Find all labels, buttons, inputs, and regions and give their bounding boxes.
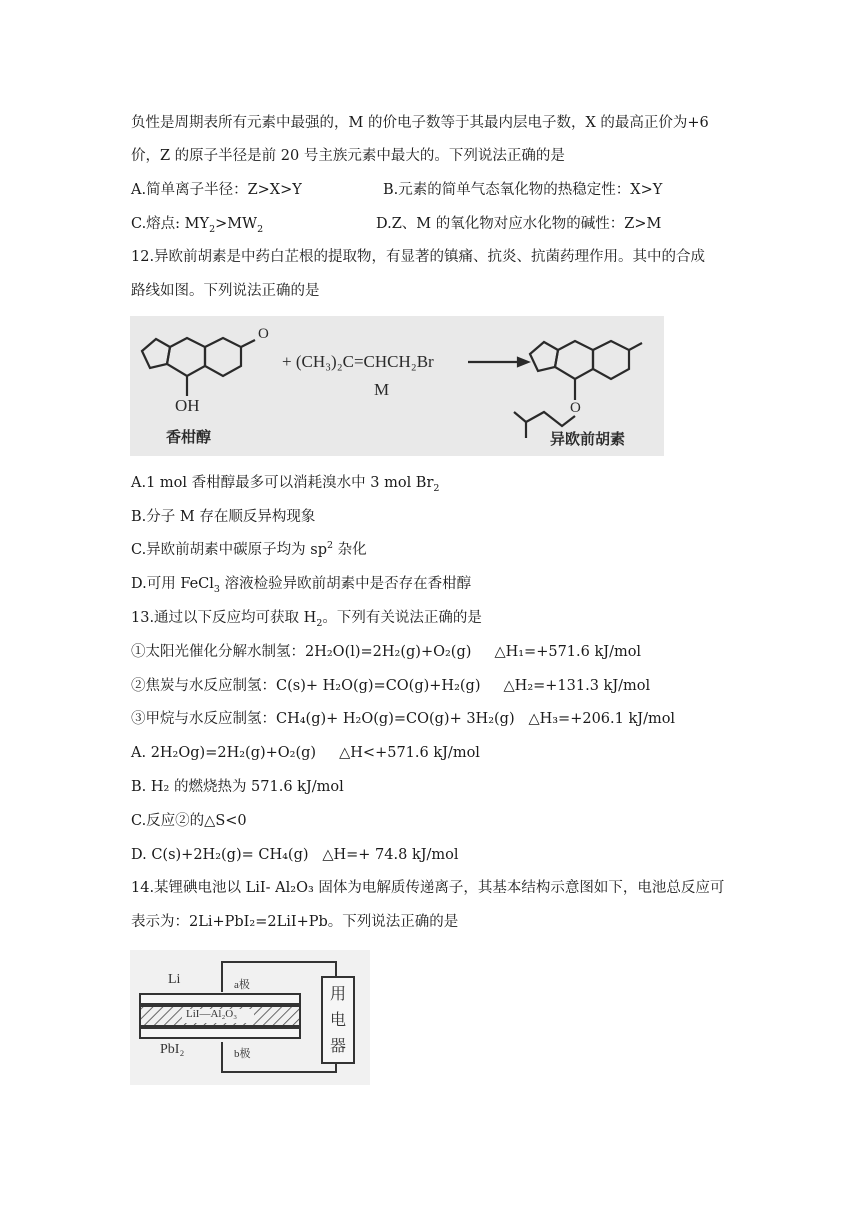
b-pole-label: b极 <box>234 1048 251 1060</box>
product-ether-oxygen: O <box>570 400 581 416</box>
q11-stem-line1: 负性是周期表所有元素中最强的，M 的价电子数等于其最内层电子数，X 的最高正价为+6 <box>131 115 709 131</box>
a-pole-label: a极 <box>234 979 250 991</box>
reactant-oh-label: OH <box>175 396 200 415</box>
q12-option-a: A.1 mol 香柑醇最多可以消耗溴水中 3 mol $Br_2$ <box>131 475 440 494</box>
product-pyrone-ring <box>593 341 629 379</box>
reactant-carbonyl-bond <box>241 340 255 347</box>
q14-stem-line2: 表示为：2Li+PbI₂=2LiI+Pb。下列说法正确的是 <box>131 914 459 930</box>
q13-option-a: A. 2H₂Og)=2H₂(g)+O₂(g) △H<+571.6 kJ/mol <box>131 745 480 761</box>
q11-option-a: A.简单离子半径：Z>X>Y <box>131 182 302 198</box>
product-name: 异欧前胡素 <box>550 430 626 448</box>
product-carbonyl-bond <box>629 343 642 350</box>
q11-stem-line2: 价，Z 的原子半径是前 20 号主族元素中最大的。下列说法正确的是 <box>131 148 565 164</box>
q12-option-d: D.可用 FeCl$_3$ 溶液检验异欧前胡素中是否存在香柑醇 <box>131 576 472 595</box>
q13-reaction-3: ③甲烷与水反应制氢：CH₄(g)+ H₂O(g)=CO(g)+ 3H₂(g) △H₃=+206.1 kJ/mol <box>131 711 676 727</box>
product-prenyl-chain <box>514 412 575 426</box>
li-plate <box>140 994 300 1004</box>
electrical-device-box <box>321 976 355 1064</box>
pbi2-label: PbI₂ <box>160 1042 185 1057</box>
li-label: Li <box>168 972 181 987</box>
q14-stem-line1: 14.某锂碘电池以 LiI- Al₂O₃ 固体为电解质传递离子，其基本结构示意图如下，电池总反应可 <box>131 880 725 896</box>
q11-option-c: C.熔点: $MY_2>MW_2$ <box>131 216 264 235</box>
reactant-ring-oxygen: O <box>258 326 269 342</box>
product-furan-ring <box>530 342 558 371</box>
device-char-1: 用 <box>329 984 346 1003</box>
q12-stem-line1: 12.异欧前胡素是中药白芷根的提取物，有显著的镇痛、抗炎、抗菌药理作用。其中的合成 <box>131 249 706 265</box>
q11-option-b: B.元素的简单气态氧化物的热稳定性：X>Y <box>383 182 663 198</box>
q12-option-c: C.异欧前胡素中碳原子均为 $sp^2$ 杂化 <box>131 540 367 558</box>
reaction-arrow-head <box>518 358 528 366</box>
q12-option-b: B.分子 M 存在顺反异构现象 <box>131 509 316 525</box>
reactant-furan-ring <box>142 339 170 368</box>
q11-option-d: D.Z、M 的氧化物对应水化物的碱性：Z>M <box>376 216 662 232</box>
device-char-2: 电 <box>329 1010 346 1029</box>
q13-option-b: B. H₂ 的燃烧热为 571.6 kJ/mol <box>131 779 344 795</box>
reactant-pyrone-ring <box>205 338 241 376</box>
q13-stem: 13.通过以下反应均可获取 $H_2$。下列有关说法正确的是 <box>131 610 482 629</box>
reactant-benzene-ring <box>167 338 205 376</box>
product-benzene-ring <box>555 341 593 379</box>
device-char-3: 器 <box>329 1036 346 1055</box>
q13-reaction-1: ①太阳光催化分解水制氢：2H₂O(l)=2H₂(g)+O₂(g) △H₁=+571.6 kJ/mol <box>131 644 642 660</box>
reagent-label-m: M <box>374 380 390 399</box>
synthesis-route-figure <box>130 316 664 456</box>
q12-stem-line2: 路线如图。下列说法正确的是 <box>131 283 320 299</box>
reactant-name: 香柑醇 <box>166 428 212 446</box>
q13-reaction-2: ②焦炭与水反应制氢：C(s)+ H₂O(g)=CO(g)+H₂(g) △H₂=+131.3 kJ/mol <box>131 678 651 694</box>
pbi2-plate <box>140 1028 300 1038</box>
reagent-formula: + (CH₃)₂C=CHCH₂Br <box>282 352 434 371</box>
q13-option-d: D. C(s)+2H₂(g)= CH₄(g) △H=+ 74.8 kJ/mol <box>131 847 459 863</box>
battery-diagram <box>130 950 370 1085</box>
electrolyte-label: LiI—Al₂O₃ <box>186 1008 238 1020</box>
q13-option-c: C.反应②的△S<0 <box>131 813 247 829</box>
